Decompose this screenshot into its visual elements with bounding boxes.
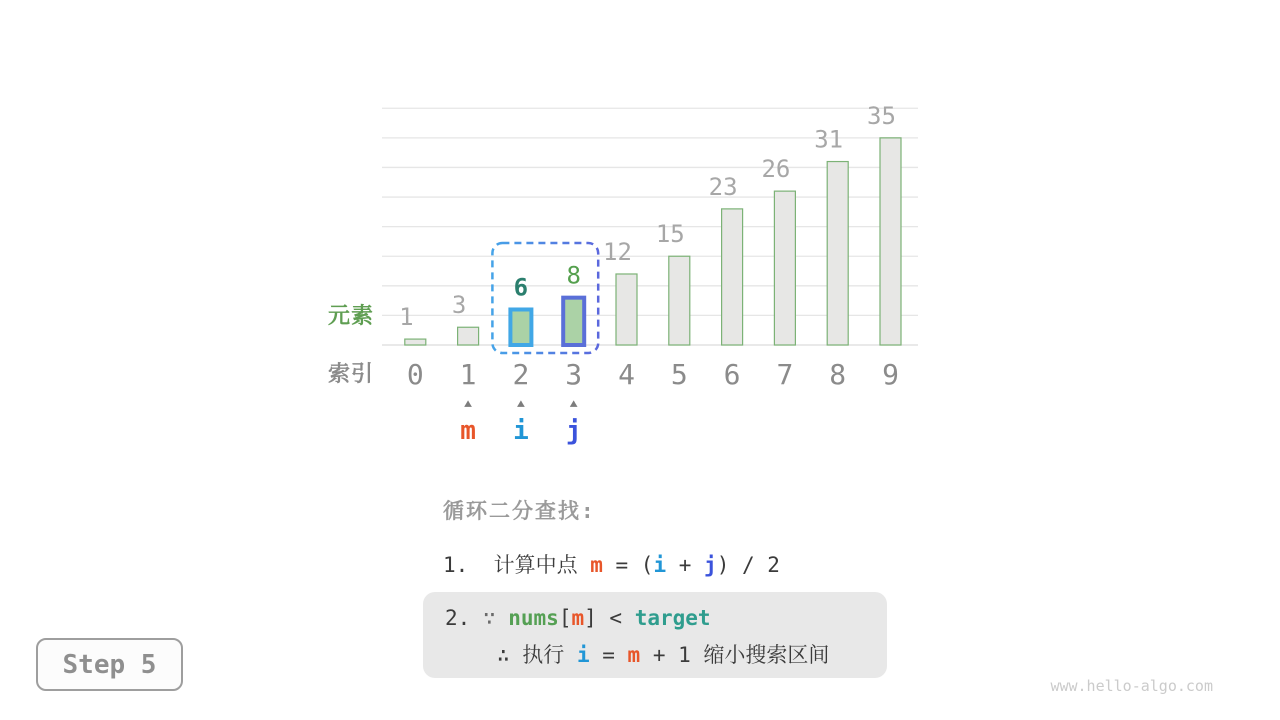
bar: [669, 256, 690, 345]
text-segment: + 1 缩小搜索区间: [640, 643, 830, 667]
index-label-7: 7: [776, 358, 794, 391]
text-segment: ∴ 执行: [497, 643, 577, 667]
index-label-8: 8: [829, 358, 847, 391]
text-segment: =: [589, 643, 628, 667]
caption-step-1-line: [443, 549, 780, 579]
bar: [774, 191, 795, 345]
index-label-1: 1: [459, 358, 477, 391]
bar: [616, 274, 637, 345]
bar-highlighted: [563, 298, 584, 345]
bar-value-label: 26: [761, 155, 791, 184]
index-label-2: 2: [512, 358, 530, 391]
text-segment: +: [666, 553, 705, 577]
pointer-arrow-icon: ▲: [464, 397, 473, 410]
bar: [722, 209, 743, 345]
bar-value-label: 6: [513, 273, 529, 302]
note-box: [423, 592, 887, 678]
text-segment: ∵: [482, 606, 509, 630]
text-segment: nums: [508, 606, 559, 630]
text-segment: 2.: [445, 606, 483, 630]
bar-value-label: 23: [708, 172, 738, 201]
bar-value-label: 31: [814, 125, 844, 154]
note-line-1: [445, 600, 887, 637]
bar-highlighted: [510, 309, 531, 345]
bar-value-label: 1: [399, 303, 414, 332]
pointer-label-m: m: [460, 416, 476, 446]
text-segment: <: [596, 606, 635, 630]
bar-value-label: 15: [655, 220, 685, 249]
text-segment: m: [590, 553, 603, 577]
bar-value-label: 12: [603, 237, 632, 266]
text-segment: ) / 2: [716, 553, 780, 577]
index-label-4: 4: [618, 358, 635, 391]
pointer-label-j: j: [565, 416, 582, 446]
pointer-arrow-icon: ▲: [569, 397, 578, 410]
index-label-3: 3: [565, 358, 583, 391]
text-segment: i: [576, 643, 590, 667]
bar: [405, 339, 426, 345]
bar: [827, 162, 848, 345]
pointer-arrow-icon: ▲: [516, 397, 525, 410]
step-badge: Step 5: [36, 638, 183, 691]
text-segment: [: [558, 606, 572, 630]
watermark: www.hello-algo.com: [1050, 677, 1213, 695]
text-segment: m: [627, 643, 641, 667]
bar: [458, 327, 479, 345]
text-segment: target: [634, 606, 711, 630]
index-label-9: 9: [882, 358, 899, 391]
element-axis-label: 元素: [328, 304, 375, 329]
note-line-2: [497, 637, 887, 674]
index-label-6: 6: [723, 358, 741, 391]
caption-heading: 循环二分查找:: [443, 499, 596, 523]
bar-value-label: 35: [867, 101, 896, 130]
index-label-5: 5: [670, 358, 688, 391]
text-segment: i: [653, 553, 667, 577]
text-segment: ]: [584, 606, 597, 630]
bar: [880, 138, 901, 345]
text-segment: j: [704, 553, 717, 577]
pointer-label-i: i: [513, 416, 529, 446]
index-label-0: 0: [406, 358, 424, 391]
text-segment: 1. 计算中点: [443, 553, 591, 577]
bar-value-label: 3: [451, 291, 467, 320]
index-axis-label: 索引: [328, 362, 375, 387]
bar-chart: [365, 90, 925, 360]
bar-value-label: 8: [566, 261, 581, 290]
text-segment: = (: [602, 553, 654, 577]
text-segment: m: [571, 606, 585, 630]
